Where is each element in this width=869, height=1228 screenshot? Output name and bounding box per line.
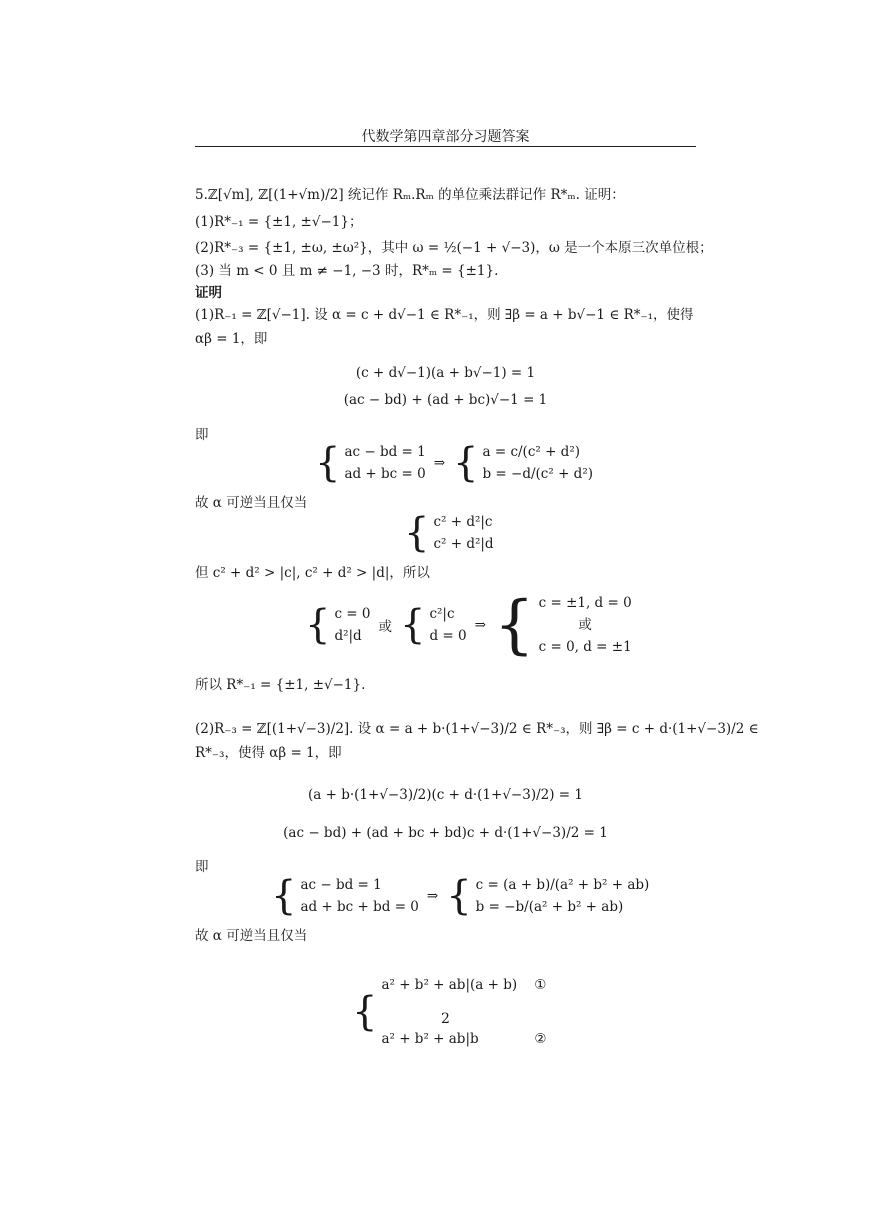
part2-sys1-line-1: ac − bd = 1 [300, 877, 382, 893]
part1-result-line-1: c = ±1, d = 0 [538, 595, 632, 611]
part1-equation-2: (ac − bd) + (ad + bc)√−1 = 1 [343, 392, 548, 408]
part2-system-1 [271, 874, 649, 918]
or-word: 或 [378, 619, 392, 635]
proof-heading: 证明 [195, 285, 222, 301]
part1-case-block [305, 588, 632, 662]
brace-icon: { [400, 602, 426, 648]
part1-ji: 即 [195, 427, 209, 443]
brace-icon: { [446, 873, 472, 919]
brace-icon: { [305, 602, 331, 648]
part1-case2-line-1: c²|c [429, 606, 455, 622]
implies-symbol: ⇒ [426, 888, 439, 904]
part2-intro-a: (2)R₋₃ = ℤ[(1+√−3)/2]. 设 α = a + b·(1+√−3)/2 ∈ R*₋₃，则 ∃β = c + d·(1+√−3)/2 ∈ [195, 721, 759, 737]
part2-ji: 即 [195, 859, 209, 875]
part1-intro-b: αβ = 1，即 [195, 331, 268, 347]
page-header: 代数学第四章部分习题答案 [361, 129, 530, 145]
brace-icon: { [315, 440, 341, 486]
part2-sys1-line-2: ad + bc + bd = 0 [300, 899, 419, 915]
problem-item-3: (3) 当 m < 0 且 m ≠ −1, −3 时，R*ₘ = {±1}. [195, 263, 499, 279]
part1-case2-line-2: d = 0 [429, 628, 467, 644]
part1-sys1-line-2: ad + bc = 0 [344, 466, 426, 482]
part1-sys2-line-1: a = c/(c² + d²) [482, 444, 581, 460]
brace-icon: { [453, 440, 479, 486]
part2-sys3-line-1: a² + b² + ab|(a + b) ① [381, 977, 547, 993]
part2-equation-2: (ac − bd) + (ad + bc + bd)c + d·(1+√−3)/2 = 1 [283, 825, 608, 841]
header-rule [195, 146, 696, 147]
part1-equation-1: (c + d√−1)(a + b√−1) = 1 [355, 365, 536, 381]
part1-invertible-text: 故 α 可逆当且仅当 [195, 495, 308, 511]
brace-icon: { [352, 989, 378, 1035]
implies-symbol: ⇒ [474, 617, 486, 633]
brace-icon: { [404, 510, 430, 556]
part2-sys2-line-1: c = (a + b)/(a² + b² + ab) [475, 877, 650, 893]
part1-sys3-line-1: c² + d²|c [433, 514, 493, 530]
part1-sys3-line-2: c² + d²|d [433, 536, 494, 552]
problem-statement: 5.ℤ[√m], ℤ[(1+√m)/2] 统记作 Rₘ.Rₘ 的单位乘法群记作 R*ₘ. 证明： [195, 187, 625, 203]
implies-symbol: ⇒ [433, 455, 446, 471]
part2-sys2-line-2: b = −b/(a² + b² + ab) [475, 899, 624, 915]
part1-result-line-2: 或 [578, 617, 592, 633]
part1-conclusion: 所以 R*₋₁ = {±1, ±√−1}. [195, 677, 366, 693]
part1-intro-a: (1)R₋₁ = ℤ[√−1]. 设 α = c + d√−1 ∈ R*₋₁，则 ∃β = a + b√−1 ∈ R*₋₁，使得 [195, 307, 694, 323]
part1-system-1 [315, 441, 593, 485]
part1-sys1-line-1: ac − bd = 1 [344, 444, 426, 460]
brace-icon: { [271, 873, 297, 919]
part2-equation-1: (a + b·(1+√−3)/2)(c + d·(1+√−3)/2) = 1 [308, 787, 583, 803]
part2-intro-b: R*₋₃，使得 αβ = 1，即 [195, 745, 342, 761]
brace-icon: { [493, 588, 535, 662]
problem-item-2: (2)R*₋₃ = {±1, ±ω, ±ω²}，其中 ω = ½(−1 + √−3)，ω 是一个本原三次单位根； [195, 240, 713, 256]
page-number: 2 [441, 1011, 450, 1027]
part1-but-text: 但 c² + d² > |c|, c² + d² > |d|，所以 [195, 565, 430, 581]
part2-sys3-line-2: a² + b² + ab|b ② [381, 1031, 547, 1047]
part1-sys2-line-2: b = −d/(c² + d²) [482, 466, 593, 482]
part2-invertible-text: 故 α 可逆当且仅当 [195, 928, 308, 944]
problem-item-1: (1)R*₋₁ = {±1, ±√−1}； [195, 214, 363, 230]
part1-system-3 [404, 511, 494, 555]
part1-case1-line-1: c = 0 [334, 606, 371, 622]
part1-result-line-3: c = 0, d = ±1 [538, 639, 632, 655]
part1-case1-line-2: d²|d [334, 628, 362, 644]
